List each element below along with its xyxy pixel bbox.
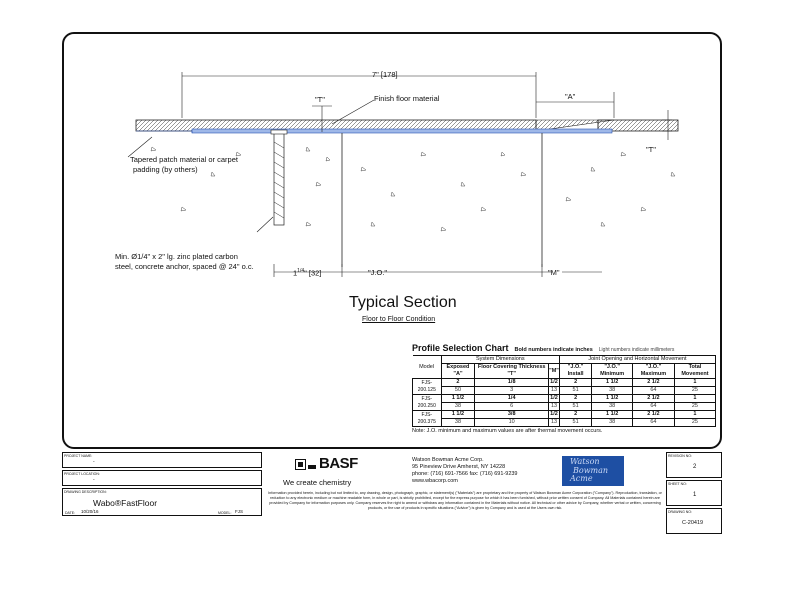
- row-cell: [475, 411, 549, 427]
- col-m: "M": [549, 364, 560, 379]
- row-cell: [441, 379, 475, 395]
- drawing-no-value: C-20419: [682, 520, 704, 526]
- dimension-overall-width: 7" [178]: [372, 70, 398, 79]
- value-mm: 51: [572, 387, 579, 393]
- value-mm: 13: [550, 387, 558, 393]
- table-row: [413, 395, 716, 411]
- value-inches: 1/2: [550, 395, 558, 401]
- value-mm: 64: [650, 387, 657, 393]
- label-anchor-line1: Min. Ø1/4" x 2" lg. zinc plated carbon: [115, 252, 238, 261]
- company-info: [412, 457, 518, 485]
- row-model: FJS-200.375: [413, 411, 442, 427]
- row-model: FJS-200.250: [413, 395, 442, 411]
- basf-logo-mark: [295, 459, 317, 471]
- company-address: 95 Pineview Drive Amherst, NY 14228: [412, 464, 506, 470]
- sheet-cell: [666, 480, 722, 506]
- revision-label: REVISION NO:: [668, 454, 692, 458]
- revision-value: 2: [693, 464, 697, 470]
- value-inches: 1 1/2: [442, 395, 475, 403]
- project-location-cell: [62, 470, 262, 486]
- value-mm: 64: [650, 403, 657, 409]
- col-model: Model: [413, 356, 442, 379]
- table-row: [413, 379, 716, 395]
- company-phone: phone: (716) 691-7566 fax: (716) 691-9239: [412, 471, 518, 477]
- value-mm: 25: [691, 419, 698, 425]
- label-finish-floor: Finish floor material: [374, 94, 440, 103]
- basf-wordmark: BASF: [319, 455, 358, 472]
- company-name: Watson Bowman Acme Corp.: [412, 457, 484, 463]
- row-cell: [592, 395, 633, 411]
- dimension-anchor-mm: " [32]: [304, 268, 322, 278]
- row-cell: [559, 395, 591, 411]
- project-location-value: -: [93, 477, 95, 483]
- value-inches: 2: [560, 379, 591, 387]
- group-system: System Dimensions: [441, 356, 559, 364]
- value-mm: 51: [572, 419, 579, 425]
- value-mm: 38: [609, 387, 616, 393]
- value-mm: 64: [650, 419, 657, 425]
- value-inches: 2 1/2: [633, 411, 674, 419]
- value-inches: 2: [442, 379, 475, 387]
- project-name-cell: [62, 452, 262, 468]
- value-inches: 1 1/2: [442, 411, 475, 419]
- date-value: 10/20/16: [81, 509, 99, 514]
- value-mm: 25: [691, 387, 698, 393]
- section-title: Typical Section: [349, 294, 457, 311]
- value-inches: 1/8: [475, 379, 548, 387]
- value-inches: 1: [675, 411, 715, 419]
- row-cell: [475, 395, 549, 411]
- project-name-label: PROJECT NAME:: [64, 454, 93, 458]
- company-web: www.wbacorp.com: [412, 478, 458, 484]
- row-cell: [549, 379, 560, 395]
- col-jo-min: "J.O." Minimum: [592, 364, 633, 379]
- wba-logo-line3: Acme: [570, 474, 593, 483]
- wba-logo-line1: Watson: [570, 457, 600, 466]
- col-total: Total Movement: [674, 364, 715, 379]
- value-mm: 51: [572, 403, 579, 409]
- drawing-description-value: Wabo®FastFloor: [93, 498, 158, 508]
- chart-light-note: Light numbers indicate millimeters: [598, 347, 675, 353]
- value-mm: 25: [691, 403, 698, 409]
- row-cell: [632, 395, 674, 411]
- value-inches: 1: [675, 395, 715, 403]
- drawing-no-cell: [666, 508, 722, 534]
- chart-title: Profile Selection Chart: [412, 343, 509, 353]
- value-mm: 38: [454, 403, 462, 409]
- dimension-anchor-frac: 1/4: [297, 268, 305, 274]
- label-patch-line2: padding (by others): [133, 165, 198, 174]
- row-model: FJS-200.125: [413, 379, 442, 395]
- basf-tagline: We create chemistry: [283, 478, 352, 487]
- label-patch-line1: Tapered patch material or carpet: [130, 155, 238, 164]
- model-value: FJS: [235, 509, 244, 514]
- row-cell: [559, 411, 591, 427]
- value-mm: 38: [609, 419, 616, 425]
- dimension-m: "M": [548, 268, 560, 277]
- row-cell: [441, 411, 475, 427]
- row-cell: [674, 379, 715, 395]
- row-cell: [592, 379, 633, 395]
- value-inches: 1 1/2: [592, 379, 632, 387]
- value-mm: 6: [510, 403, 514, 409]
- value-inches: 2: [560, 411, 591, 419]
- value-mm: 13: [550, 403, 558, 409]
- value-mm: 10: [508, 419, 515, 425]
- profile-selection-chart: [412, 343, 716, 434]
- sheet-label: SHEET NO:: [668, 482, 687, 486]
- row-cell: [441, 395, 475, 411]
- drawing-description-label: DRAWING DESCRIPTION:: [64, 490, 107, 494]
- chart-bold-note: Bold numbers indicate inches: [514, 347, 593, 353]
- sheet-value: 1: [693, 492, 697, 498]
- wba-logo: [562, 456, 624, 486]
- col-jo-max: "J.O." Maximum: [632, 364, 674, 379]
- row-cell: [632, 379, 674, 395]
- label-t-thickness-top: "T": [315, 95, 325, 104]
- anchor-bolt: [271, 130, 287, 225]
- value-mm: 38: [609, 403, 616, 409]
- value-inches: 1/2: [550, 411, 558, 417]
- value-inches: 1 1/2: [592, 411, 632, 419]
- dimension-anchor-whole: 1: [293, 268, 298, 278]
- section-subtitle: Floor to Floor Condition: [362, 316, 436, 323]
- row-cell: [475, 379, 549, 395]
- value-inches: 1 1/2: [592, 395, 632, 403]
- date-label: DATE:: [65, 511, 76, 515]
- cover-plate: [136, 129, 612, 133]
- dimension-joint-opening: "J.O.": [368, 268, 388, 277]
- row-cell: [632, 411, 674, 427]
- drawing-no-label: DRAWING NO:: [668, 510, 692, 514]
- row-cell: [549, 395, 560, 411]
- project-name-value: -: [93, 459, 95, 465]
- revision-cell: [666, 452, 722, 478]
- value-mm: 13: [550, 419, 558, 425]
- label-anchor-line2: steel, concrete anchor, spaced @ 24" o.c.: [115, 262, 254, 271]
- row-cell: [559, 379, 591, 395]
- profile-table: [412, 355, 716, 427]
- col-jo-install: "J.O." Install: [559, 364, 591, 379]
- value-mm: 38: [454, 419, 462, 425]
- wba-logo-line2: Bowman: [573, 465, 609, 475]
- value-inches: 1/2: [550, 379, 558, 385]
- label-exposed-a: "A": [565, 92, 576, 101]
- row-cell: [549, 411, 560, 427]
- value-inches: 1/4: [475, 395, 548, 403]
- row-cell: [674, 411, 715, 427]
- value-inches: 1: [675, 379, 715, 387]
- col-exposed: Exposed "A": [441, 364, 475, 379]
- table-row: [413, 411, 716, 427]
- model-label: MODEL:: [218, 511, 232, 515]
- group-joint: Joint Opening and Horizontal Movement: [559, 356, 715, 364]
- chart-note: Note: J.O. minimum and maximum values are after thermal movement occurs.: [412, 428, 603, 434]
- value-mm: 3: [510, 387, 514, 393]
- disclaimer: Information provided herein, including but not limited to, any drawing, design, photograph, graphic, or statement(s) ("Materials") are proprietary and the property of Watson Bowman Acme Corporation ("Company"). Reproduction, translation, or reduction to any electronic medium or machine readable form, in whole or part, is strictly prohibited, except for the express purpose for which it has been furnished, without prior written consent of Company. All Materials contained herein are provided by Company for information purposes only. Company reserves the right to amend or withdraw any information contained in the Materials without notice. All technical or other advice by Company, whether verbal or written, concerning products, or the use of products in specific situations ("Advice") is given by Company and is used at the Users own risk.: [268, 491, 662, 510]
- dimension-anchor-offset: [293, 268, 321, 278]
- value-inches: 2 1/2: [633, 379, 674, 387]
- basf-logo: [295, 455, 358, 476]
- row-cell: [592, 411, 633, 427]
- col-floor-covering: Floor Covering Thickness "T": [475, 364, 549, 379]
- drawing-description-cell: [62, 488, 262, 516]
- value-inches: 2 1/2: [633, 395, 674, 403]
- value-mm: 50: [454, 387, 462, 393]
- project-location-label: PROJECT LOCATION:: [64, 472, 100, 476]
- value-inches: 2: [560, 395, 591, 403]
- label-t-thickness-right: "T": [646, 145, 656, 154]
- value-inches: 3/8: [475, 411, 548, 419]
- row-cell: [674, 395, 715, 411]
